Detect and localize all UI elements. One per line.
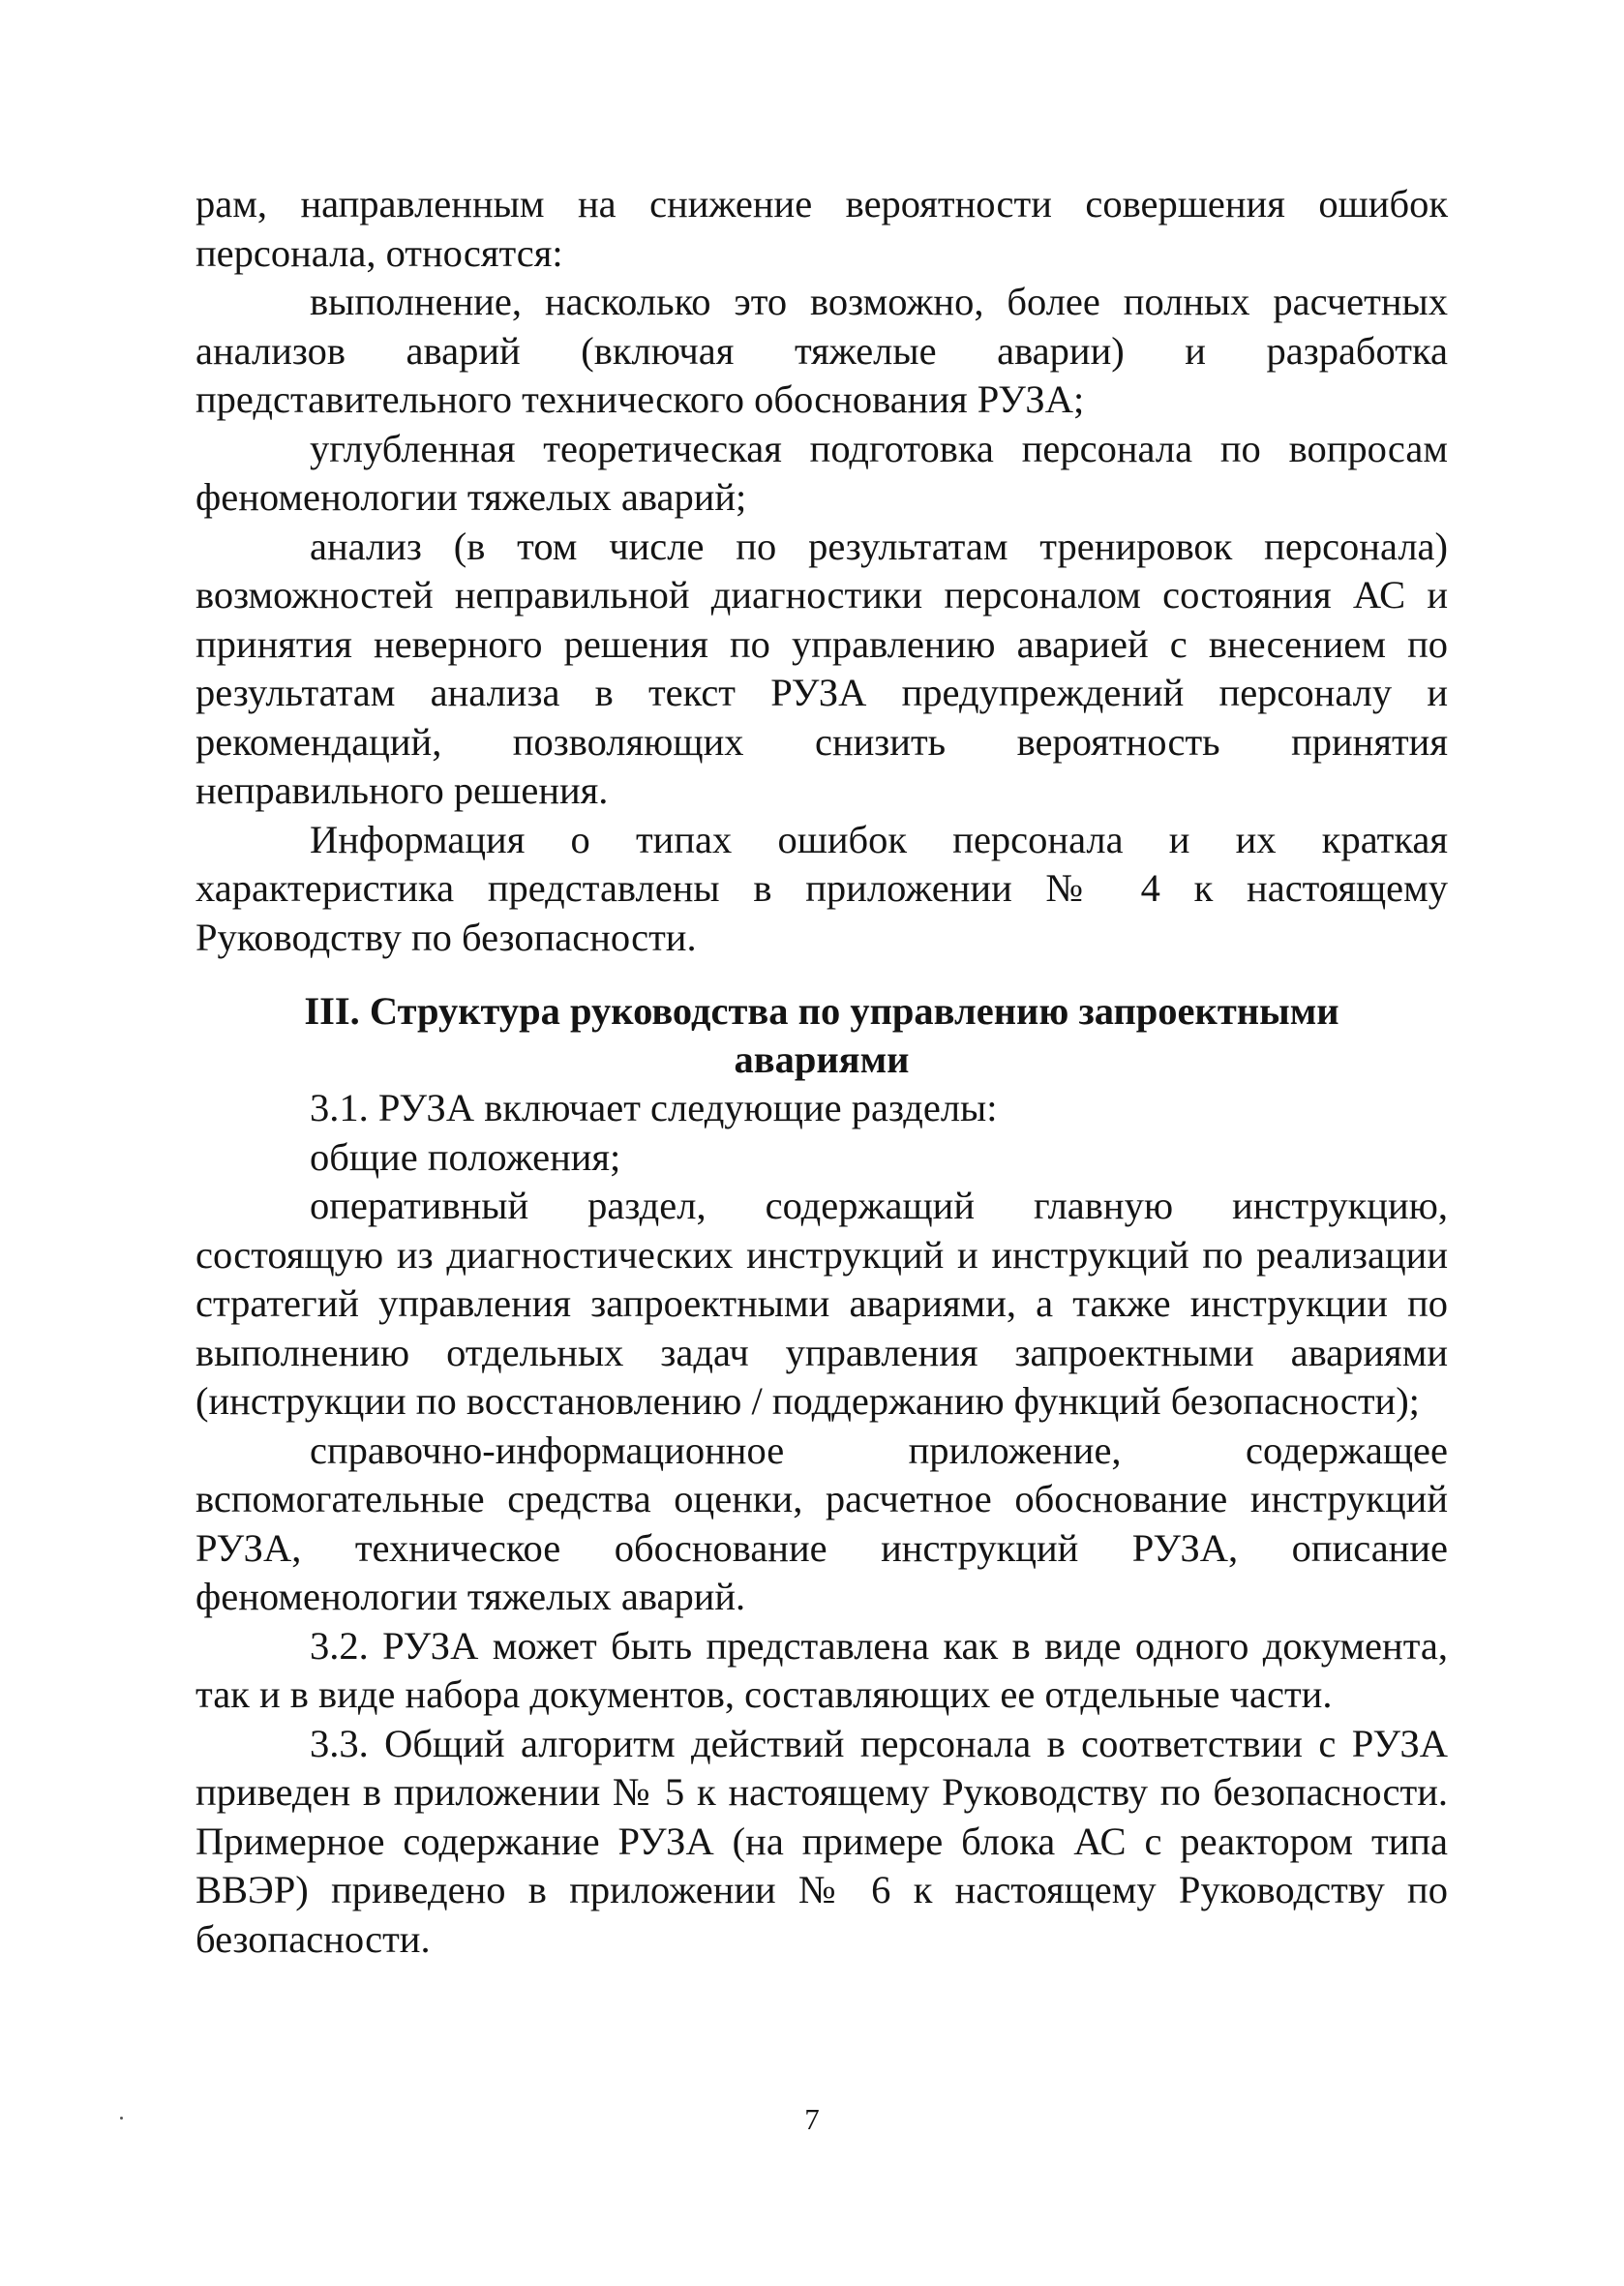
page-body (195, 180, 1448, 1964)
section-heading-line-1: III. Структура руководства по управлению запроектными (304, 989, 1339, 1033)
page-number: 7 (804, 2102, 820, 2136)
paragraph-error-types: Информация о типах ошибок персонала и их краткая характеристика представлены в приложении № 4 к настоящему Руководству по безопасности. (195, 817, 1448, 959)
list-item-operational: оперативный раздел, содержащий главную инструкцию, состоящую из диагностических инструкций и инструкций по реализации стратегий управления запроектными авариями, а также инструкции по выполнению отдельных задач управления запроектными авариями (инструкции по восстановлению / поддержанию функций безопасности); (195, 1184, 1448, 1423)
paragraph-3-1: 3.1. РУЗА включает следующие разделы: (310, 1086, 998, 1129)
list-item-training: углубленная теоретическая подготовка персонала по вопросам феноменологии тяжелых аварий; (195, 426, 1448, 519)
list-item-reference: справочно-информационное приложение, содержащее вспомогательные средства оценки, расчетное обоснование инструкций РУЗА, техническое обоснование инструкций РУЗА, описание феноменологии тяжелых аварий. (195, 1428, 1448, 1618)
section-heading (195, 987, 1448, 1084)
section-heading-line-2: авариями (734, 1038, 910, 1081)
paragraph-continuation: рам, направленным на снижение вероятности совершения ошибок персонала, относятся: (195, 182, 1448, 275)
list-item-general: общие положения; (310, 1134, 621, 1179)
paragraph-3-3: 3.3. Общий алгоритм действий персонала в соответствии с РУЗА приведен в приложении № 5 к настоящему Руководству по безопасности. Примерное содержание РУЗА (на примере блока АС с реактором типа ВВЭР) приведено в приложении № 6 к настоящему Руководству по безопасности. (195, 1721, 1448, 1961)
list-item-calculations: выполнение, насколько это возможно, более полных расчетных анализов аварий (включая тяжелые аварии) и разработка представительного технического обоснования РУЗА; (195, 280, 1448, 421)
list-item-analysis: анализ (в том числе по результатам тренировок персонала) возможностей неправильной диагностики персоналом состояния АС и принятия неверного решения по управлению аварией с внесением по результатам анализа в текст РУЗА предупреждений персоналу и рекомендаций, позволяющих снизить вероятность принятия неправильного решения. (195, 524, 1448, 812)
paragraph-3-2: 3.2. РУЗА может быть представлена как в виде одного документа, так и в виде набора документов, составляющих ее отдельные части. (195, 1623, 1448, 1716)
